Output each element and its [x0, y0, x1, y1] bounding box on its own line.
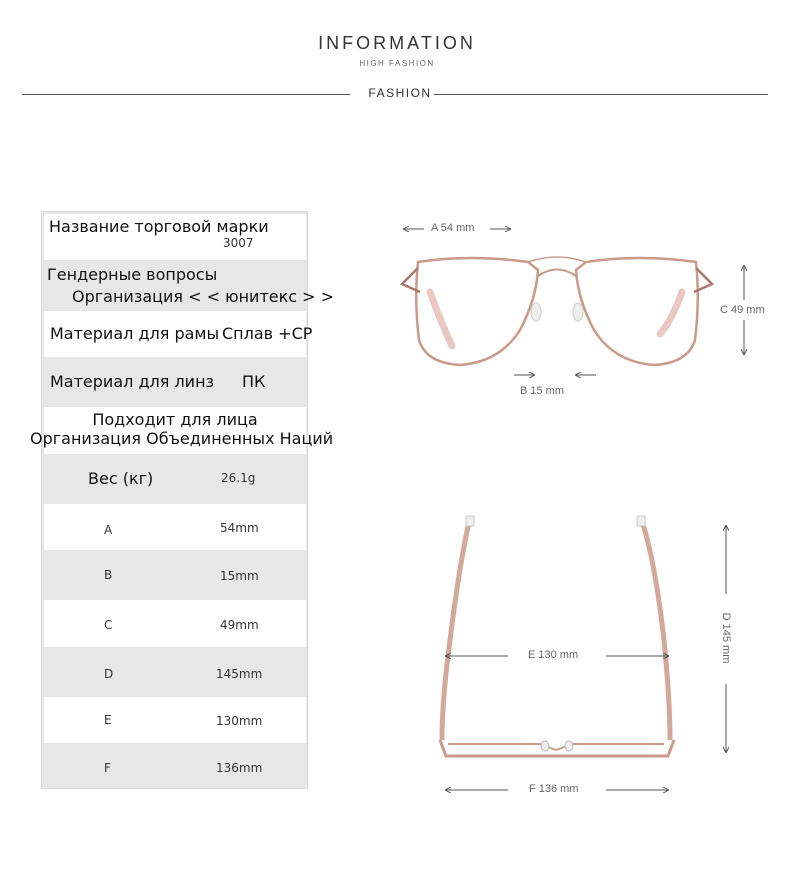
- brand-value: 3007: [223, 236, 254, 250]
- spec-key: E: [104, 713, 112, 727]
- left-nose-pad: [531, 303, 541, 321]
- right-lens-rim: [576, 258, 698, 365]
- lens-material-value: ПК: [242, 372, 266, 391]
- front-bar-inner: [448, 744, 664, 750]
- spec-value: 130mm: [216, 714, 263, 728]
- face-value: Организация Объединенных Наций: [30, 429, 334, 448]
- brand-label: Название торговой марки: [49, 217, 269, 236]
- right-nose-pad: [573, 303, 583, 321]
- left-temple-tip-top: [466, 516, 474, 526]
- spec-key: B: [104, 568, 113, 582]
- dim-e-label: E 130 mm: [528, 649, 579, 661]
- spec-value: 136mm: [216, 761, 263, 775]
- top-view-glasses: [440, 516, 674, 756]
- spec-key: D: [104, 667, 114, 681]
- right-temple-tip: [660, 292, 682, 334]
- frame-material-label: Материал для рамы: [50, 324, 220, 343]
- front-bar-top: [440, 740, 674, 756]
- weight-label: Вес (кг): [88, 469, 154, 488]
- dim-d-label: D 145 mm: [720, 612, 732, 664]
- dim-f-label: F 136 mm: [529, 783, 579, 795]
- page-subtitle: HIGH FASHION: [359, 59, 435, 68]
- spec-value: 145mm: [216, 667, 263, 681]
- spec-value: 49mm: [220, 618, 259, 632]
- frame-material-value: Сплав +CP: [222, 324, 313, 343]
- spec-key: F: [104, 761, 111, 775]
- bridge: [538, 270, 576, 277]
- lens-material-label: Материал для линз: [50, 372, 215, 391]
- spec-key: A: [104, 523, 113, 537]
- bridge-top: [528, 257, 586, 262]
- spec-value: 15mm: [220, 569, 259, 583]
- gender-label: Гендерные вопросы: [47, 265, 218, 284]
- dim-b-label: B 15 mm: [520, 385, 565, 397]
- right-temple-tip-top: [637, 516, 645, 526]
- dim-a-label: A 54 mm: [431, 222, 475, 234]
- gender-value: Организация < < юнитекс > >: [72, 287, 335, 306]
- right-temple-top: [641, 518, 670, 740]
- left-temple-tip: [430, 292, 452, 346]
- front-view-glasses: [402, 257, 712, 365]
- spec-value: 54mm: [220, 521, 259, 535]
- nose-pad-top-left: [541, 741, 549, 751]
- page-title: INFORMATION: [318, 33, 476, 53]
- nose-pad-top-right: [565, 741, 573, 751]
- spec-key: C: [104, 618, 113, 632]
- left-temple-top: [442, 518, 470, 740]
- divider-label: FASHION: [368, 86, 432, 100]
- weight-value: 26.1g: [221, 471, 256, 485]
- dim-c-label: C 49 mm: [720, 304, 765, 316]
- face-label: Подходит для лица: [92, 410, 258, 429]
